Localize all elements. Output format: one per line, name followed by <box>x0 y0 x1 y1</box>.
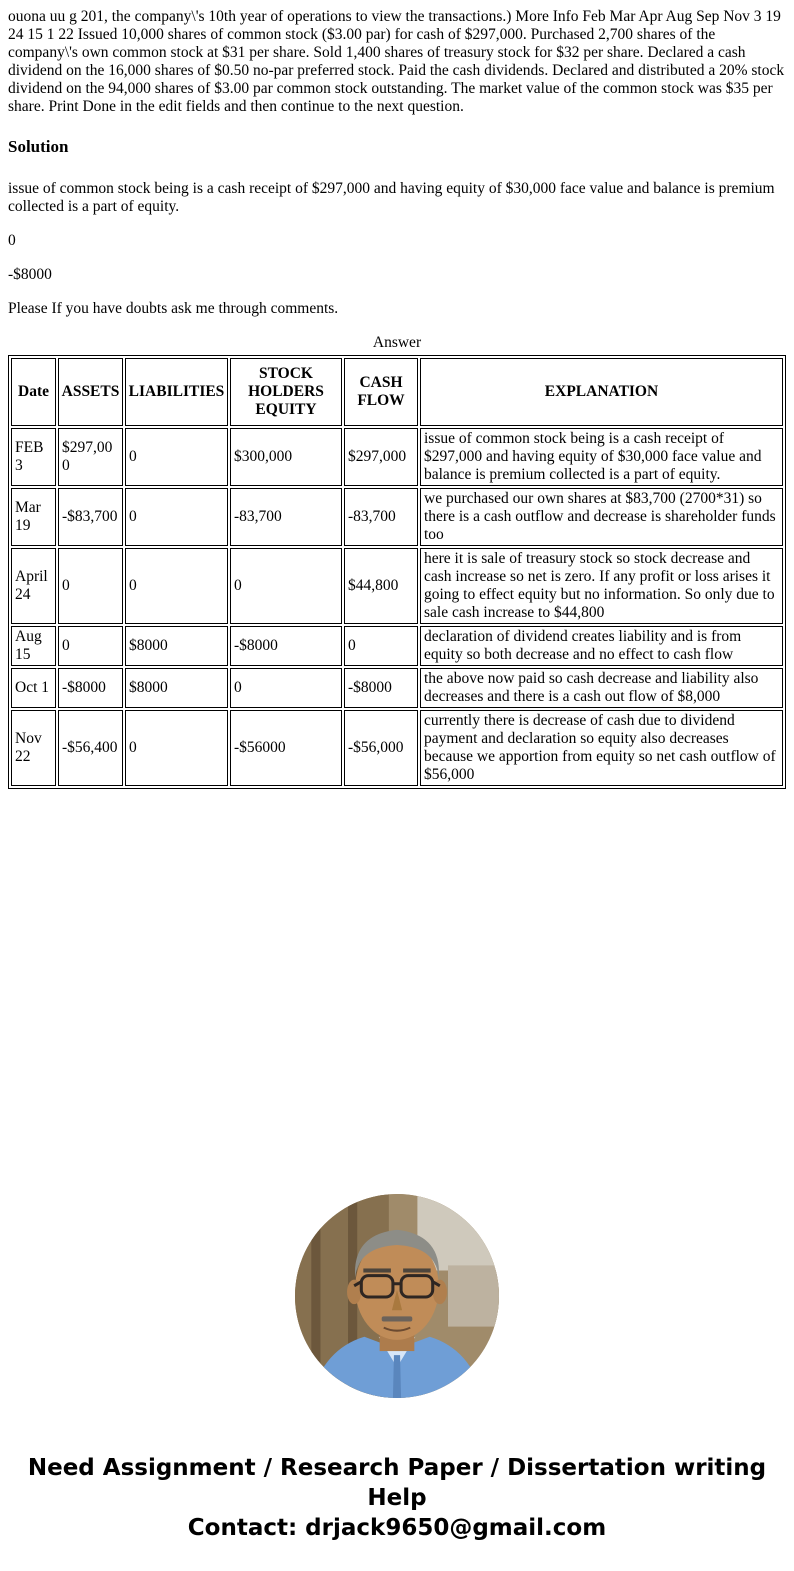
cell-equity: -$56000 <box>230 710 342 786</box>
avatar-section <box>8 1194 786 1403</box>
cell-liabilities: 0 <box>125 548 228 624</box>
cell-date: Aug 15 <box>11 626 56 666</box>
cell-assets: -$83,700 <box>58 488 123 546</box>
cell-cash-flow: $297,000 <box>344 428 418 486</box>
cell-liabilities: 0 <box>125 488 228 546</box>
header-date: Date <box>11 358 56 426</box>
cell-assets: $297,000 <box>58 428 123 486</box>
footer-help-line: Need Assignment / Research Paper / Dissertation writing Help <box>27 1455 767 1511</box>
cell-date: FEB 3 <box>11 428 56 486</box>
header-explanation: EXPLANATION <box>420 358 783 426</box>
cell-liabilities: $8000 <box>125 668 228 708</box>
cell-explanation: issue of common stock being is a cash receipt of $297,000 and having equity of $30,000 face value and balance is premium collected is a part of equity. <box>420 428 783 486</box>
avatar <box>295 1194 499 1398</box>
document-page <box>8 8 786 1563</box>
cell-cash-flow: -$8000 <box>344 668 418 708</box>
answer-table <box>8 355 786 789</box>
footer-text <box>27 1453 767 1563</box>
comments-note: Please If you have doubts ask me through comments. <box>8 300 339 317</box>
cell-cash-flow: 0 <box>344 626 418 666</box>
cell-cash-flow: -$56,000 <box>344 710 418 786</box>
header-liabilities: LIABILITIES <box>125 358 228 426</box>
cell-cash-flow: $44,800 <box>344 548 418 624</box>
solution-heading: Solution <box>8 137 69 156</box>
cell-date: Mar 19 <box>11 488 56 546</box>
header-stockholders-equity: STOCK HOLDERS EQUITY <box>230 358 342 426</box>
cell-assets: 0 <box>58 626 123 666</box>
cell-date: Nov 22 <box>11 710 56 786</box>
cell-explanation: currently there is decrease of cash due to dividend payment and declaration so equity also decreases because we apportion from equity so net cash outflow of $56,000 <box>420 710 783 786</box>
cell-explanation: here it is sale of treasury stock so stock decrease and cash increase so net is zero. If any profit or loss arises it going to effect equity but no information. So only due to sale cash increase to $44,800 <box>420 548 783 624</box>
table-row <box>11 668 783 708</box>
question-text: ouona uu g 201, the company\'s 10th year of operations to view the transactions.) More Info Feb Mar Apr Aug Sep Nov 3 19 24 15 1 22 Issued 10,000 shares of common stock ($3.00 par) for cash of $297,000. Purchased 2,700 shares of the company\'s own common stock at $31 per share. Sold 1,400 shares of treasury stock for $32 per share. Declared a cash dividend on the 16,000 shares of $0.50 no-par preferred stock. Paid the cash dividends. Declared and distributed a 20% stock dividend on the 94,000 shares of $3.00 par common stock outstanding. The market value of the common stock was $35 per share. Print Done in the edit fields and then continue to the next question. <box>8 8 785 115</box>
cell-equity: -83,700 <box>230 488 342 546</box>
cell-explanation: the above now paid so cash decrease and liability also decreases and there is a cash out flow of $8,000 <box>420 668 783 708</box>
cell-liabilities: 0 <box>125 428 228 486</box>
cell-explanation: we purchased our own shares at $83,700 (2700*31) so there is a cash outflow and decrease is shareholder funds too <box>420 488 783 546</box>
header-cash-flow: CASH FLOW <box>344 358 418 426</box>
cell-liabilities: 0 <box>125 710 228 786</box>
cell-equity: $300,000 <box>230 428 342 486</box>
cell-liabilities: $8000 <box>125 626 228 666</box>
cell-equity: 0 <box>230 668 342 708</box>
cell-cash-flow: -83,700 <box>344 488 418 546</box>
cell-assets: -$8000 <box>58 668 123 708</box>
cell-date: Oct 1 <box>11 668 56 708</box>
cell-assets: -$56,400 <box>58 710 123 786</box>
value-line-2: -$8000 <box>8 266 52 283</box>
answer-label: Answer <box>372 334 422 351</box>
header-assets: ASSETS <box>58 358 123 426</box>
footer-contact-line: Contact: drjack9650@gmail.com <box>187 1515 607 1541</box>
table-row <box>11 626 783 666</box>
cell-equity: -$8000 <box>230 626 342 666</box>
table-row <box>11 710 783 786</box>
table-row <box>11 428 783 486</box>
cell-assets: 0 <box>58 548 123 624</box>
table-header-row <box>11 358 783 426</box>
cell-explanation: declaration of dividend creates liability and is from equity so both decrease and no effect to cash flow <box>420 626 783 666</box>
value-line-1: 0 <box>8 232 16 249</box>
table-row <box>11 548 783 624</box>
solution-text: issue of common stock being is a cash receipt of $297,000 and having equity of $30,000 face value and balance is premium collected is a part of equity. <box>8 180 775 215</box>
cell-equity: 0 <box>230 548 342 624</box>
table-row <box>11 488 783 546</box>
cell-date: April 24 <box>11 548 56 624</box>
